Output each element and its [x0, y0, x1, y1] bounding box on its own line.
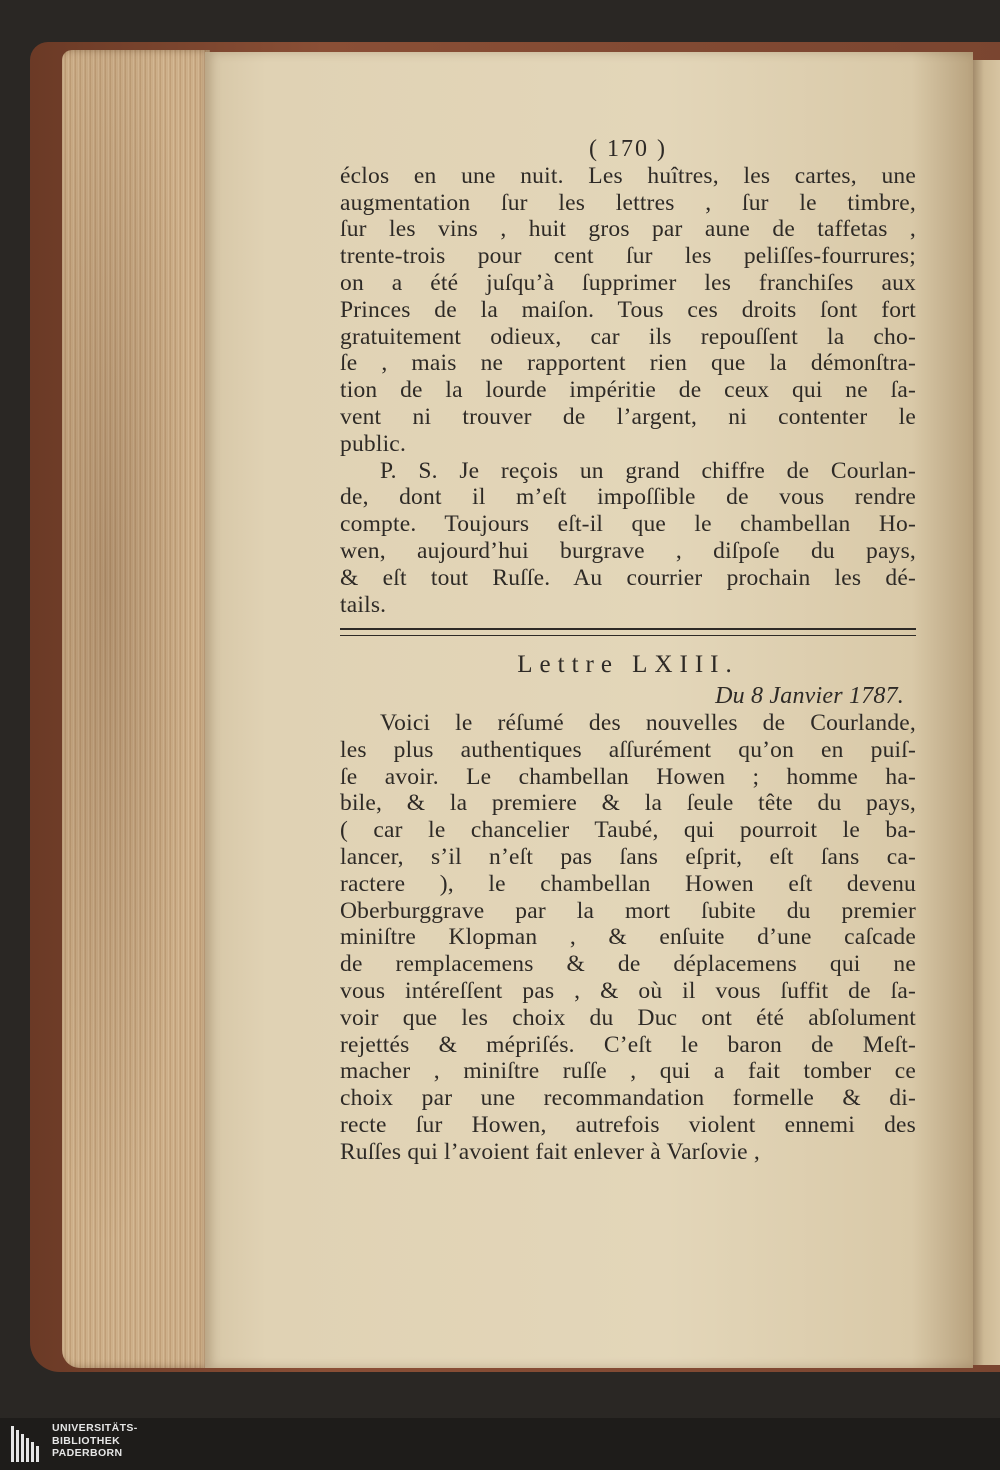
text-line: lancer, s’il n’eſt pas ſans eſprit, eſt ſans ca-: [340, 843, 916, 870]
text-line: voir que les choix du Duc ont été abſolument: [340, 1004, 916, 1031]
text-line: miniſtre Klopman , & enſuite d’une caſcade: [340, 924, 916, 951]
paragraph-2: [340, 458, 916, 619]
text-line: Voici le réſumé des nouvelles de Courlande,: [380, 709, 916, 736]
text-line: choix par une recommandation formelle & di-: [340, 1085, 916, 1112]
text-line: de, dont il m’eſt impoſſible de vous rendre: [340, 484, 916, 511]
library-footer: [0, 1418, 1000, 1470]
text-line: éclos en une nuit. Les huîtres, les cartes, une: [340, 162, 916, 189]
library-name-line-1: UNIVERSITÄTS-: [52, 1422, 138, 1434]
text-line: ſe , mais ne rapportent rien que la démonſtra-: [340, 350, 916, 377]
text-line: & eſt tout Ruſſe. Au courrier prochain les dé-: [340, 564, 916, 591]
text-line: Ruſſes qui l’avoient fait enlever à Varſovie ,: [340, 1138, 760, 1165]
letter-dateline: Du 8 Janvier 1787.: [715, 683, 904, 710]
text-line: ſe avoir. Le chambellan Howen ; homme ha-: [340, 763, 916, 790]
text-line: de remplacemens & de déplacemens qui ne: [340, 951, 916, 978]
text-line: compte. Toujours eſt-il que le chambellan Ho-: [340, 511, 916, 538]
letter-heading: Lettre LXIII.: [517, 651, 739, 679]
text-line: bile, & la premiere & la ſeule tête du pays,: [340, 790, 916, 817]
library-name-line-3: PADERBORN: [52, 1447, 123, 1459]
text-line: ractere ), le chambellan Howen eſt devenu: [340, 870, 916, 897]
text-line: tails.: [340, 591, 387, 618]
text-line: macher , miniſtre ruſſe , qui a fait tomber ce: [340, 1058, 916, 1085]
text-line: on a été juſqu’à ſupprimer les franchiſes aux: [340, 269, 916, 296]
text-line: tion de la lourde impéritie de ceux qui ne ſa-: [340, 377, 916, 404]
text-line: vous intéreſſent pas , & où il vous ſuffit de ſa-: [340, 977, 916, 1004]
text-line: Princes de la maiſon. Tous ces droits ſont fort: [340, 296, 916, 323]
text-line: les plus authentiques aſſurément qu’on en puiſ-: [340, 736, 916, 763]
text-line: ſur les vins , huit gros par aune de taffetas ,: [340, 216, 916, 243]
text-line: rejettés & mépriſés. C’eſt le baron de Meſt-: [340, 1031, 916, 1058]
text-line: wen, aujourd’hui burgrave , diſpoſe du pays,: [340, 537, 916, 564]
paragraph-1: [340, 163, 916, 458]
text-line: ( car le chancelier Taubé, qui pourroit le ba-: [340, 817, 916, 844]
text-line: augmentation ſur les lettres , ſur le timbre,: [340, 189, 916, 216]
library-logo-icon: [10, 1424, 44, 1464]
book-page: [205, 52, 973, 1368]
page-text: [340, 136, 916, 1165]
paragraph-3: [340, 710, 916, 1166]
section-rule: [340, 628, 916, 636]
text-line: gratuitement odieux, car ils repouſſent la cho-: [340, 323, 916, 350]
text-line: recte ſur Howen, autrefois violent ennemi des: [340, 1111, 916, 1138]
text-line: P. S. Je reçois un grand chiffre de Courlan-: [380, 457, 916, 484]
text-line: Oberburggrave par la mort ſubite du premier: [340, 897, 916, 924]
text-line: public.: [340, 430, 407, 457]
page-edges: [62, 50, 210, 1368]
text-line: vent ni trouver de l’argent, ni contenter le: [340, 403, 916, 430]
page-number: ( 170 ): [589, 136, 667, 162]
text-line: trente-trois pour cent ſur les peliſſes-fourrures;: [340, 243, 916, 270]
library-name-line-2: BIBLIOTHEK: [52, 1434, 121, 1447]
library-name: [52, 1422, 138, 1460]
